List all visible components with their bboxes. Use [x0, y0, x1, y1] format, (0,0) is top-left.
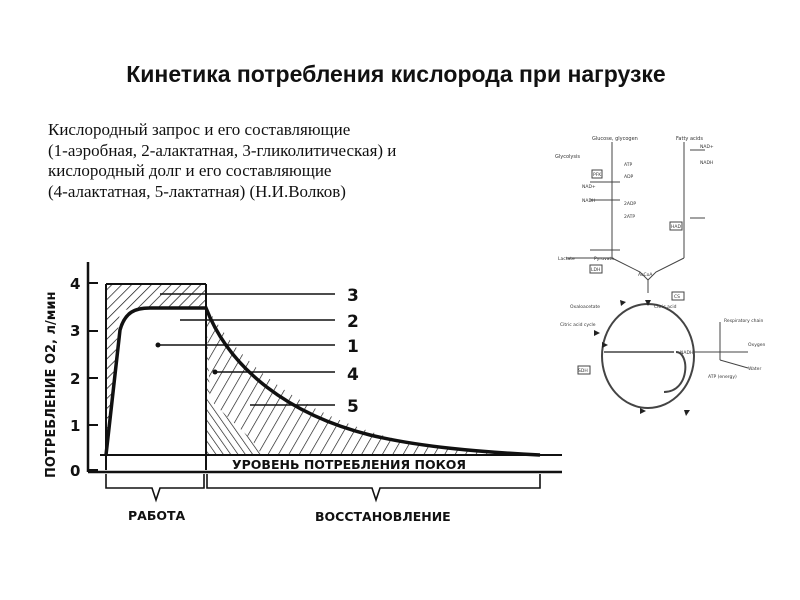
- work-label: РАБОТА: [128, 508, 186, 523]
- pathway-pfk: PFK: [593, 173, 602, 178]
- pathway-glycolysis: Glycolysis: [555, 154, 580, 160]
- ytick-3: 3: [70, 322, 81, 340]
- pathway-had: HAD: [671, 225, 681, 230]
- pathway-2adp: 2ADP: [624, 202, 637, 207]
- ytick-2: 2: [70, 370, 81, 388]
- pathway-glucose: Glucose, glycogen: [592, 136, 638, 142]
- pathway-citric-acid: Citric acid: [654, 305, 677, 310]
- component-label-4: 4: [347, 365, 359, 385]
- pathway-fa-nad: NAD+: [700, 145, 714, 150]
- pathway-resp-chain: Respiratory chain: [724, 319, 764, 324]
- pathway-fatty-acids: Fatty acids: [676, 136, 703, 142]
- pathway-nadh-cycle: NADH: [680, 351, 694, 356]
- pathway-cycle: Citric acid cycle: [560, 323, 596, 328]
- pathway-ldh: LDH: [591, 268, 601, 273]
- pathway-atp-energy: ATP (energy): [708, 375, 737, 380]
- pathway-fa-nadh: NADH: [700, 161, 714, 166]
- pathway-nadh: NADH: [582, 199, 596, 204]
- ytick-0: 0: [70, 462, 81, 480]
- component-label-3: 3: [347, 286, 359, 306]
- pathway-2atp: 2ATP: [624, 215, 636, 220]
- pathway-cs: CS: [674, 295, 680, 300]
- pathway-lactate: Lactate: [558, 257, 575, 262]
- ytick-1: 1: [70, 417, 81, 435]
- component-label-1: 1: [347, 337, 359, 357]
- pathway-water: Water: [748, 367, 762, 372]
- ytick-4: 4: [70, 275, 81, 293]
- component-label-5: 5: [347, 397, 359, 417]
- rest-level-label: УРОВЕНЬ ПОТРЕБЛЕНИЯ ПОКОЯ: [232, 457, 467, 472]
- pathway-oxaloacetate: Oxaloacetate: [570, 305, 601, 310]
- recovery-label: ВОССТАНОВЛЕНИЕ: [315, 509, 451, 524]
- pathway-pyruvate: Pyruvate: [594, 257, 615, 262]
- caption-line-1: Кислородный запрос и его составляющие: [48, 120, 351, 139]
- pathway-acetyl: AcCoA: [638, 273, 653, 278]
- pathway-adp: ADP: [624, 175, 634, 180]
- y-axis-label: ПОТРЕБЛЕНИЕ O2, л/мин: [44, 291, 59, 478]
- slide-title: Кинетика потребления кислорода при нагрузке: [126, 61, 666, 87]
- pathway-oxygen: Oxygen: [748, 343, 766, 348]
- component-label-2: 2: [347, 312, 359, 332]
- pathway-nad: NAD+: [582, 185, 596, 190]
- pathway-sdh: SDH: [578, 369, 588, 374]
- caption-line-3: кислородный долг и его составляющие: [48, 161, 332, 180]
- pathway-atp: ATP: [624, 163, 633, 168]
- caption-line-2: (1-аэробная, 2-алактатная, 3-гликолитическая) и: [48, 140, 397, 160]
- caption-line-4: (4-алактатная, 5-лактатная) (Н.И.Волков): [48, 181, 346, 201]
